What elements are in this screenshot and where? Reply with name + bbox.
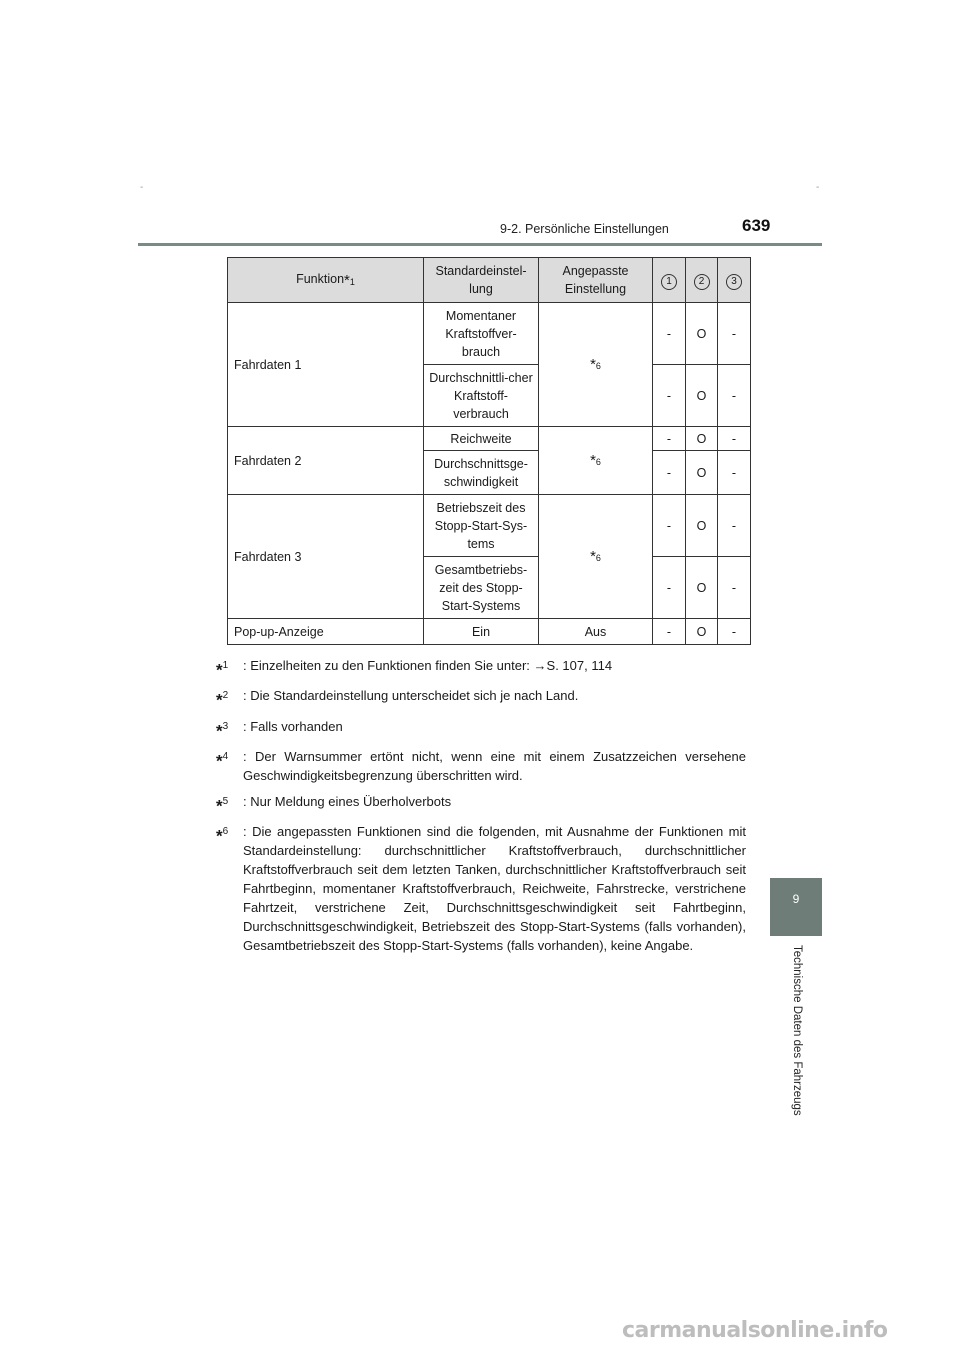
col3-value: - — [718, 619, 751, 645]
header-rule — [138, 243, 822, 246]
page-number: 639 — [742, 216, 771, 235]
settings-table — [227, 257, 751, 645]
row-label: Fahrdaten 3 — [228, 495, 424, 619]
col3-value: - — [718, 427, 751, 451]
footnote: *$^4$ : Der Warnsummer ertönt nicht, wenn eine mit einem Zusatzzeichen versehene Geschwindigkeitsbegrenzung überschritten wird. — [216, 748, 746, 783]
col3-value: - — [718, 303, 751, 365]
footnote: *$^1$ : Einzelheiten zu den Funktionen finden Sie unter: →S. 107, 114 — [216, 658, 613, 680]
col2-value: O — [686, 557, 718, 619]
custom-value: Aus — [539, 619, 653, 645]
header-col2 — [686, 258, 718, 303]
col2-value: O — [686, 427, 718, 451]
row-label: Fahrdaten 1 — [228, 303, 424, 427]
custom-value: $*_6$ — [539, 303, 653, 427]
header-col3 — [718, 258, 751, 303]
circle-3-icon: 3 — [726, 274, 742, 290]
footnote: *$^3$ : Falls vorhanden — [216, 718, 343, 740]
col2-value: O — [686, 451, 718, 495]
table-row — [228, 619, 751, 645]
circle-1-icon: 1 — [661, 274, 677, 290]
header-default: Standardeinstel-lung — [424, 258, 539, 303]
header-custom: Angepasste Einstellung — [539, 258, 653, 303]
footnote: *$^5$ : Nur Meldung eines Überholverbots — [216, 793, 452, 816]
crop-mark-right: - — [816, 182, 820, 193]
row-label: Fahrdaten 2 — [228, 427, 424, 495]
chapter-label: Technische Daten des Fahrzeugs — [791, 945, 803, 1116]
footnotes — [216, 656, 746, 962]
default-value: Gesamtbetriebs-zeit des Stopp-Start-Systems — [424, 557, 539, 619]
footnote: *$^6$ : Die angepassten Funktionen sind die folgenden, mit Ausnahme der Funktionen mit Standardeinstellung: durchschnittlicher Kraftstoffverbrauch, durchschnittlicher Kraftstoffverbrauch seit dem letzten Tanken, durchschnittlicher Kraftstoffverbrauch seit Fahrtbeginn, momentaner Kraftstoffverbrauch, Reichweite, Fahrstrecke, verstrichene Fahrtzeit, verstrichene Zeit, Durchschnittsgeschwindigkeit seit Fahrtbeginn, Durchschnittsgeschwindigkeit, Betriebszeit des Stopp-Start-Systems (falls vorhanden), Gesamtbetriebszeit des Stopp-Start-Systems (falls vorhanden), keine Angabe. — [216, 824, 746, 954]
table-row — [228, 427, 751, 451]
col1-value: - — [653, 495, 686, 557]
chapter-tab: 9 — [770, 878, 822, 936]
col2-value: O — [686, 303, 718, 365]
crop-mark-left: - — [140, 182, 144, 193]
table-header-row — [228, 258, 751, 303]
header-function: $Funktion*_1$ — [228, 258, 424, 303]
col3-value: - — [718, 495, 751, 557]
custom-value: $*_6$ — [539, 427, 653, 495]
default-value: Durchschnittsge-schwindigkeit — [424, 451, 539, 495]
col3-value: - — [718, 557, 751, 619]
section-header: 9-2. Persönliche Einstellungen — [500, 222, 669, 236]
col1-value: - — [653, 451, 686, 495]
col3-value: - — [718, 451, 751, 495]
col1-value: - — [653, 557, 686, 619]
default-value: Durchschnittli-cher Kraftstoff-verbrauch — [424, 365, 539, 427]
default-value: Ein — [424, 619, 539, 645]
default-value: Reichweite — [424, 427, 539, 451]
default-value: Betriebszeit des Stopp-Start-Sys-tems — [424, 495, 539, 557]
watermark: carmanualsonline.info — [622, 1318, 888, 1343]
col2-value: O — [686, 365, 718, 427]
footnote: *$^2$ : Die Standardeinstellung unterscheidet sich je nach Land. — [216, 688, 579, 710]
circle-2-icon: 2 — [694, 274, 710, 290]
custom-value: $*_6$ — [539, 495, 653, 619]
row-label: Pop-up-Anzeige — [228, 619, 424, 645]
col2-value: O — [686, 619, 718, 645]
col1-value: - — [653, 303, 686, 365]
col3-value: - — [718, 365, 751, 427]
table-row — [228, 303, 751, 365]
col1-value: - — [653, 619, 686, 645]
col1-value: - — [653, 365, 686, 427]
col1-value: - — [653, 427, 686, 451]
table-row — [228, 495, 751, 557]
header-col1 — [653, 258, 686, 303]
default-value: Momentaner Kraftstoffver-brauch — [424, 303, 539, 365]
col2-value: O — [686, 495, 718, 557]
